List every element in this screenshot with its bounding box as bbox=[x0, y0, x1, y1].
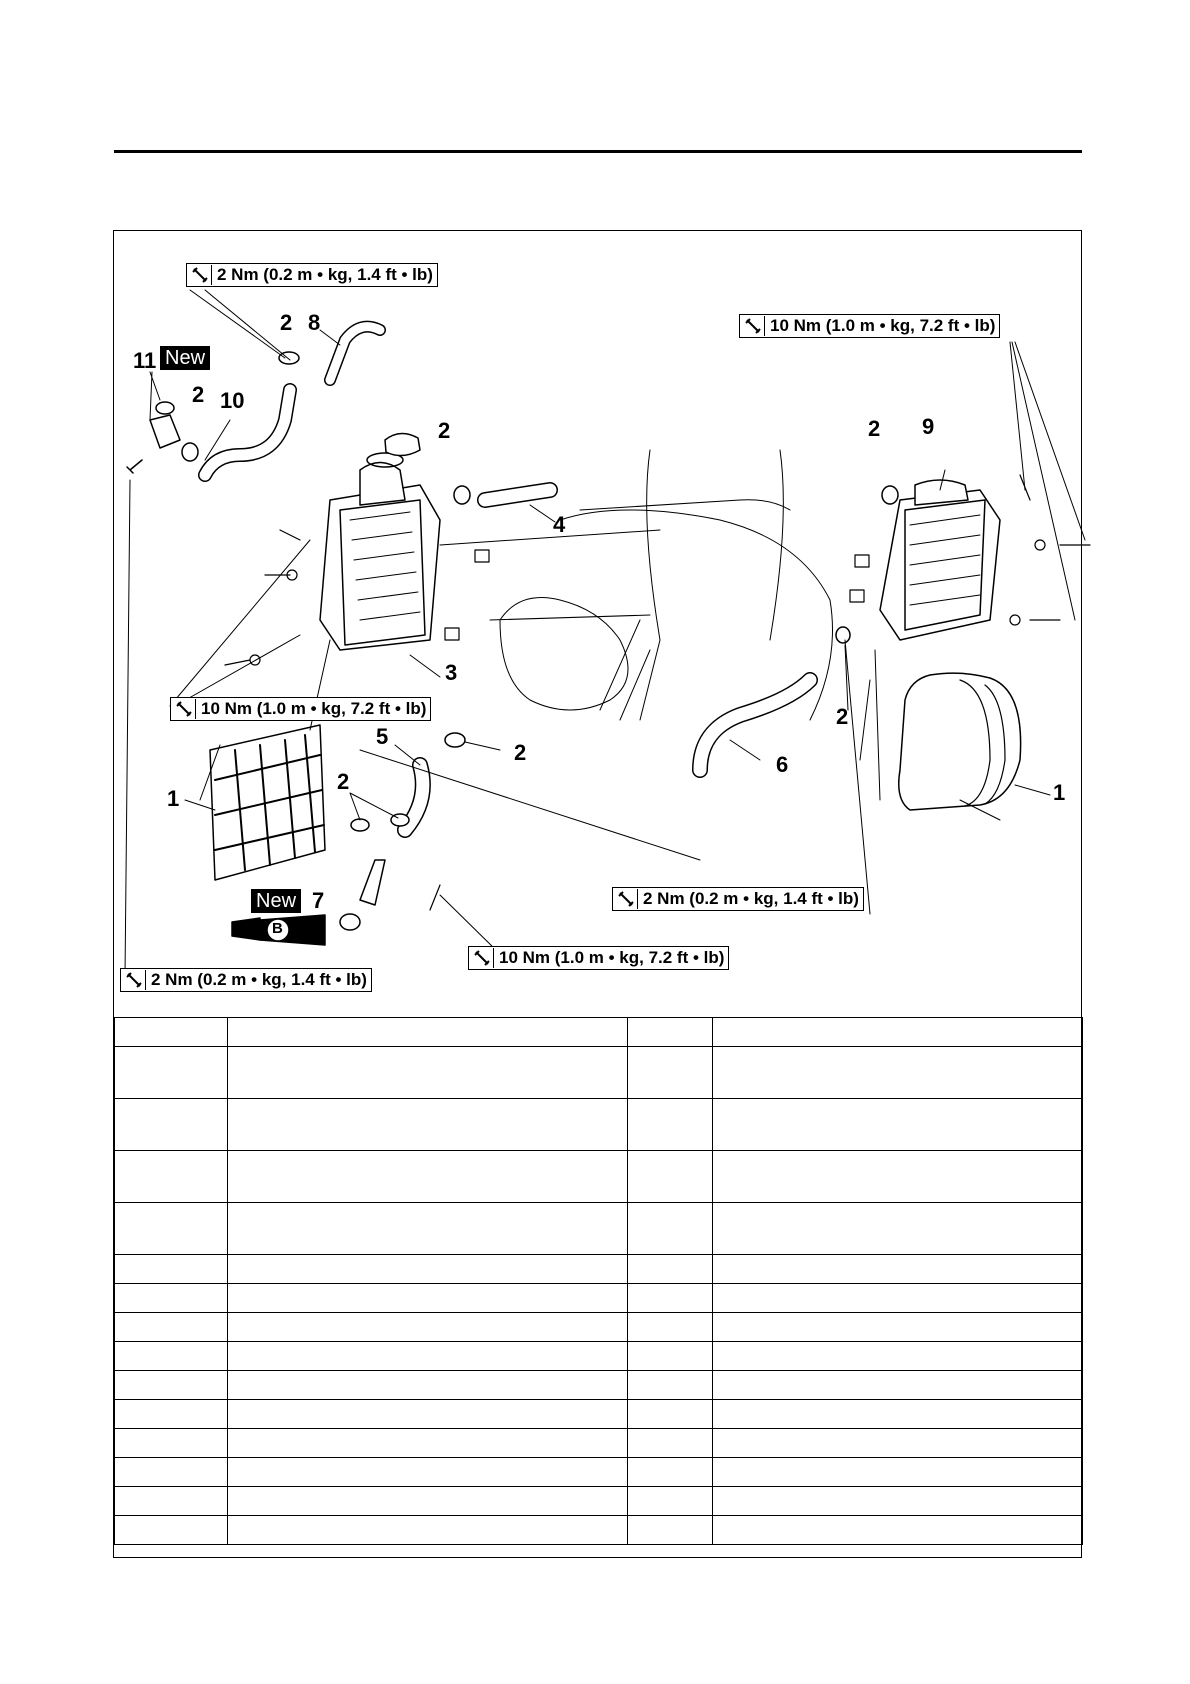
table-row bbox=[115, 1284, 1083, 1313]
callout-9: 9 bbox=[922, 414, 935, 439]
callout-2: 2 bbox=[514, 740, 527, 765]
torque-wrench-icon bbox=[173, 699, 196, 719]
engine-outline bbox=[500, 598, 628, 711]
torque-wrench-icon bbox=[471, 948, 494, 968]
table-row bbox=[115, 1371, 1083, 1400]
leaders bbox=[125, 290, 1085, 976]
right-radiator bbox=[880, 480, 1000, 640]
callout-1: 1 bbox=[167, 786, 180, 811]
callout-2: 2 bbox=[337, 769, 350, 794]
pipe-7 bbox=[360, 860, 385, 905]
torque-wrench-icon bbox=[742, 316, 765, 336]
callout-8: 8 bbox=[308, 310, 321, 335]
callout-2: 2 bbox=[438, 418, 451, 443]
new-part-tag: New bbox=[160, 346, 210, 370]
parts-table bbox=[114, 1017, 1083, 1545]
left-radiator bbox=[320, 453, 440, 650]
table-row bbox=[115, 1255, 1083, 1284]
bolt bbox=[127, 460, 142, 473]
clamp bbox=[445, 733, 465, 747]
o-ring bbox=[156, 402, 174, 414]
table-row bbox=[115, 1203, 1083, 1255]
torque-label-mid-right bbox=[612, 887, 864, 911]
table-row bbox=[115, 1487, 1083, 1516]
table-row bbox=[115, 1151, 1083, 1203]
torque-label-top-right bbox=[739, 314, 1000, 338]
torque-label-bottom-left bbox=[120, 968, 372, 992]
torque-label-mid-left bbox=[170, 697, 431, 721]
right-radiator-cover bbox=[899, 673, 1021, 810]
callout-10: 10 bbox=[220, 388, 245, 413]
hose-8-inner bbox=[330, 327, 380, 380]
torque-value: 10 Nm (1.0 m • kg, 7.2 ft • lb) bbox=[201, 699, 427, 718]
torque-value: 2 Nm (0.2 m • kg, 1.4 ft • lb) bbox=[151, 970, 367, 989]
table-row bbox=[115, 1516, 1083, 1545]
frame-outline bbox=[560, 450, 833, 720]
table-row bbox=[115, 1342, 1083, 1371]
table-row bbox=[115, 1429, 1083, 1458]
frame-line-top bbox=[580, 500, 790, 510]
hose-10-inner bbox=[205, 390, 290, 475]
torque-label-bottom-center bbox=[468, 946, 729, 970]
clamp bbox=[836, 627, 850, 643]
callout-2: 2 bbox=[868, 416, 881, 441]
clamp bbox=[454, 486, 470, 504]
left-radiator-guard bbox=[210, 725, 325, 880]
clamp bbox=[882, 486, 898, 504]
torque-wrench-icon bbox=[123, 970, 146, 990]
table-row bbox=[115, 1099, 1083, 1151]
torque-value: 10 Nm (1.0 m • kg, 7.2 ft • lb) bbox=[499, 948, 725, 967]
callout-7: 7 bbox=[312, 888, 325, 913]
table-row bbox=[115, 1313, 1083, 1342]
torque-value: 2 Nm (0.2 m • kg, 1.4 ft • lb) bbox=[217, 265, 433, 284]
callout-2: 2 bbox=[280, 310, 293, 335]
callout-1: 1 bbox=[1053, 780, 1066, 805]
table-row bbox=[115, 1400, 1083, 1429]
new-part-tag: New bbox=[251, 889, 301, 913]
radiator-cap bbox=[385, 433, 420, 455]
callout-4: 4 bbox=[553, 512, 566, 537]
callout-3: 3 bbox=[445, 660, 458, 685]
callout-2: 2 bbox=[836, 704, 849, 729]
table-header-row bbox=[115, 1018, 1083, 1047]
torque-wrench-icon bbox=[615, 889, 638, 909]
o-ring-7 bbox=[340, 914, 360, 930]
grease-letter: B bbox=[272, 920, 283, 937]
torque-value: 2 Nm (0.2 m • kg, 1.4 ft • lb) bbox=[643, 889, 859, 908]
clamp bbox=[351, 819, 369, 831]
callout-2: 2 bbox=[192, 382, 205, 407]
torque-wrench-icon bbox=[189, 265, 212, 285]
callout-11: 11 bbox=[133, 348, 157, 373]
fitting-11 bbox=[150, 415, 180, 448]
torque-label-top-left bbox=[186, 263, 438, 287]
torque-value: 10 Nm (1.0 m • kg, 7.2 ft • lb) bbox=[770, 316, 996, 335]
table-row bbox=[115, 1458, 1083, 1487]
callout-6: 6 bbox=[776, 752, 789, 777]
callout-5: 5 bbox=[376, 724, 389, 749]
clamp bbox=[182, 443, 198, 461]
table-row bbox=[115, 1047, 1083, 1099]
